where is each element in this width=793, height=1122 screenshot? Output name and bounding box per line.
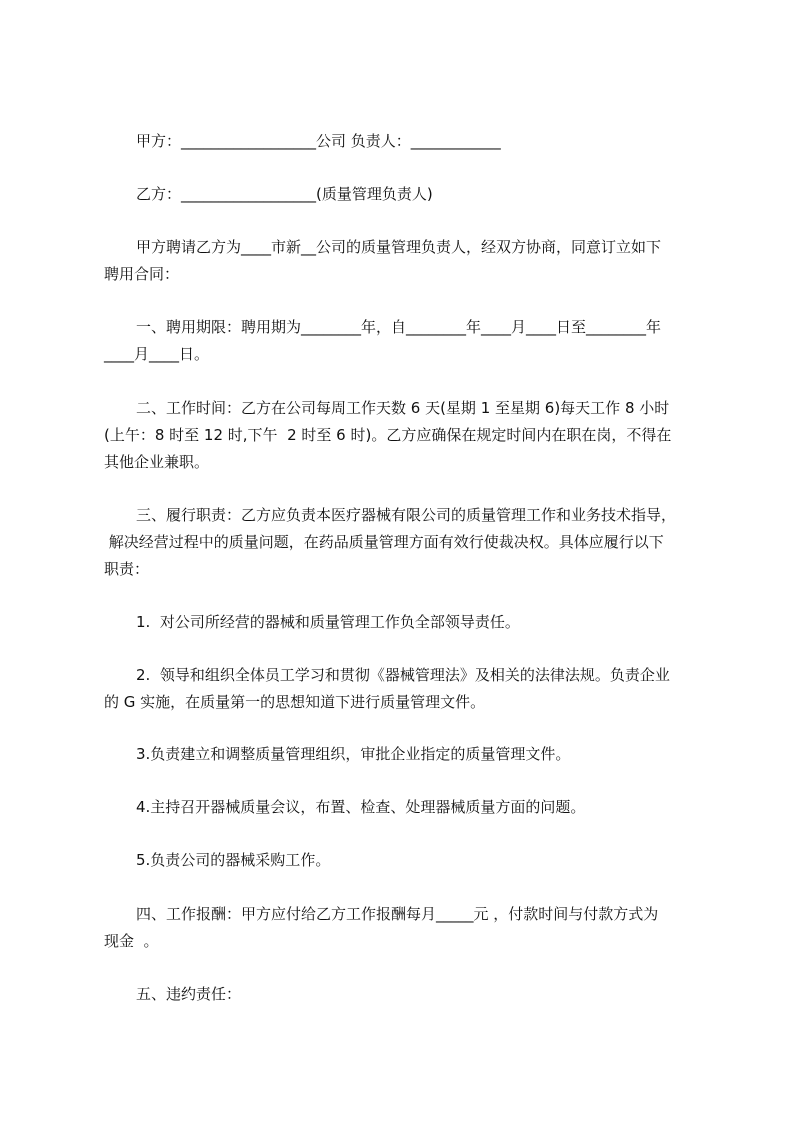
- pay-line-1: 四、工作报酬：甲方应付给乙方工作报酬每月_____元 ，付款时间与付款方式为: [136, 905, 659, 923]
- duties-line-2: 解决经营过程中的质量问题，在药品质量管理方面有效行使裁决权。具体应履行以下: [104, 533, 664, 551]
- duty-item-3: 3.负责建立和调整质量管理组织，审批企业指定的质量管理文件。: [136, 745, 571, 763]
- term-line-1: 一、聘用期限：聘用期为________年，自________年____月____日至________年: [136, 318, 662, 336]
- term-line-2: ____月____日。: [104, 345, 210, 363]
- hours-line-1: 二、工作时间：乙方在公司每周工作天数 6 天(星期 1 至星期 6)每天工作 8 小时: [136, 399, 670, 417]
- duties-line-1: 三、履行职责：乙方应负责本医疗器械有限公司的质量管理工作和业务技术指导，: [136, 506, 677, 524]
- hours-line-2: (上午：8 时至 12 时,下午 2 时至 6 时)。乙方应确保在规定时间内在职在岗，不得在: [104, 426, 672, 444]
- intro-line-1: 甲方聘请乙方为____市新__公司的质量管理负责人，经双方协商，同意订立如下: [136, 238, 662, 256]
- hours-line-3: 其他企业兼职。: [104, 453, 210, 471]
- duty-item-4: 4.主持召开器械质量会议，布置、检查、处理器械质量方面的问题。: [136, 798, 586, 816]
- duty-item-1: 1. 对公司所经营的器械和质量管理工作负全部领导责任。: [136, 613, 520, 631]
- pay-line-2: 现金 。: [104, 932, 159, 950]
- duties-line-3: 职责：: [104, 560, 150, 578]
- duty-item-2-line-1: 2. 领导和组织全体员工学习和贯彻《器械管理法》及相关的法律法规。负责企业: [136, 666, 670, 684]
- party-b-line: 乙方：__________________(质量管理负责人): [136, 185, 433, 203]
- breach-heading: 五、违约责任：: [136, 985, 242, 1003]
- intro-line-2: 聘用合同：: [104, 265, 180, 283]
- party-a-line: 甲方：__________________公司 负责人：____________: [136, 132, 501, 150]
- duty-item-2-line-2: 的 G 实施，在质量第一的思想知道下进行质量管理文件。: [104, 693, 486, 711]
- duty-item-5: 5.负责公司的器械采购工作。: [136, 851, 331, 869]
